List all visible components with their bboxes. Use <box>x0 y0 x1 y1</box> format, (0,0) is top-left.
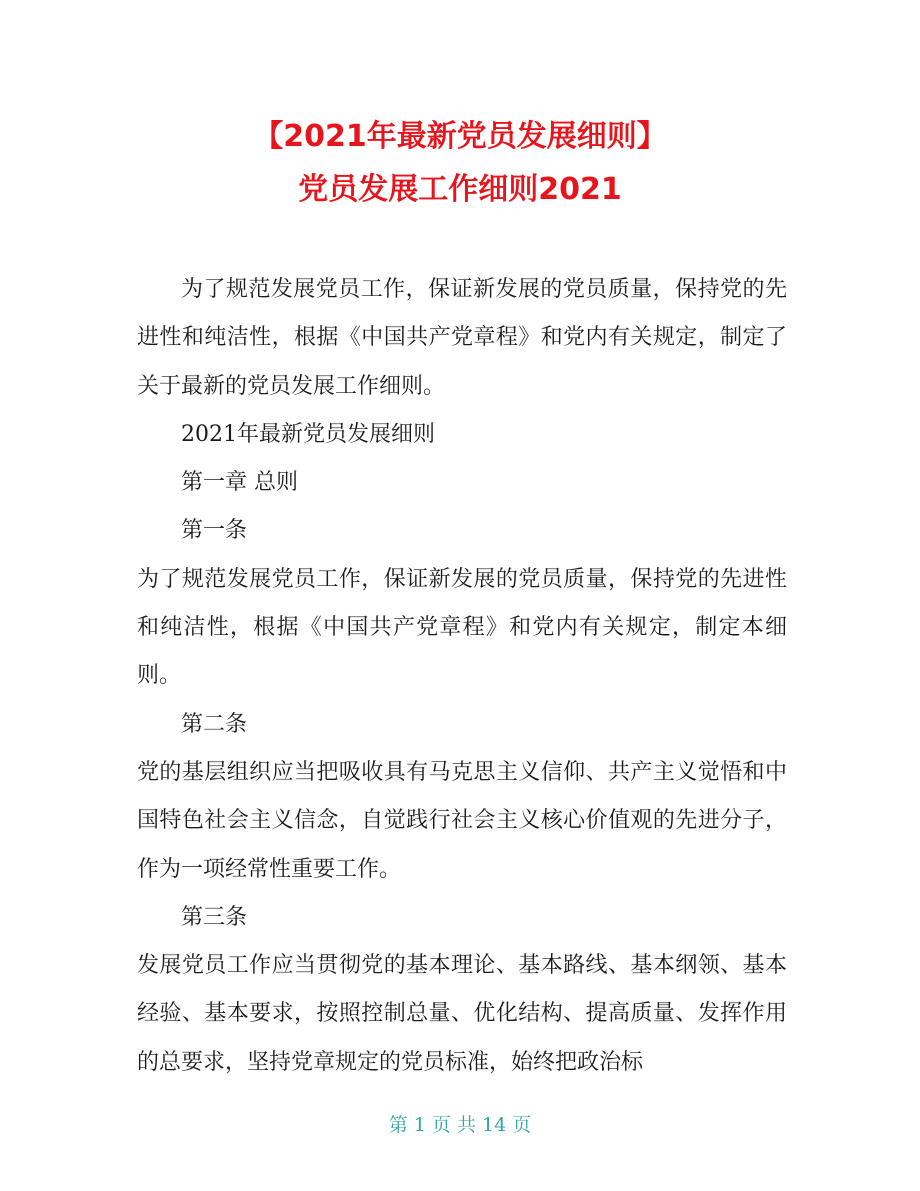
page-number-footer: 第 1 页 共 14 页 <box>388 1114 532 1136</box>
document-title-line2: 党员发展工作细则2021 <box>298 172 622 207</box>
chapter-heading: 第一章 总则 <box>181 470 298 496</box>
document-title-line1: 【2021年最新党员发展细则】 <box>253 119 667 154</box>
article-2-text: 党的基层组织应当把吸收具有马克思主义信仰、共产主义觉悟和中国特色社会主义信念，自觉践行社会主义核心价值观的先进分子，作为一项经常性重要工作。 <box>137 759 787 882</box>
subtitle-heading: 2021年最新党员发展细则 <box>181 421 435 447</box>
article-2-label: 第二条 <box>181 711 248 737</box>
intro-paragraph: 为了规范发展党员工作，保证新发展的党员质量，保持党的先进性和纯洁性，根据《中国共产党章程》和党内有关规定，制定了关于最新的党员发展工作细则。 <box>137 277 787 399</box>
document-body <box>137 266 787 1087</box>
article-3-label: 第三条 <box>181 904 248 930</box>
article-1-label: 第一条 <box>181 518 248 544</box>
article-1-text: 为了规范发展党员工作，保证新发展的党员质量，保持党的先进性和纯洁性，根据《中国共产党章程》和党内有关规定，制定本细则。 <box>137 566 787 689</box>
article-3-text: 发展党员工作应当贯彻党的基本理论、基本路线、基本纲领、基本经验、基本要求，按照控制总量、优化结构、提高质量、发挥作用的总要求，坚持党章规定的党员标准，始终把政治标 <box>137 953 787 1075</box>
